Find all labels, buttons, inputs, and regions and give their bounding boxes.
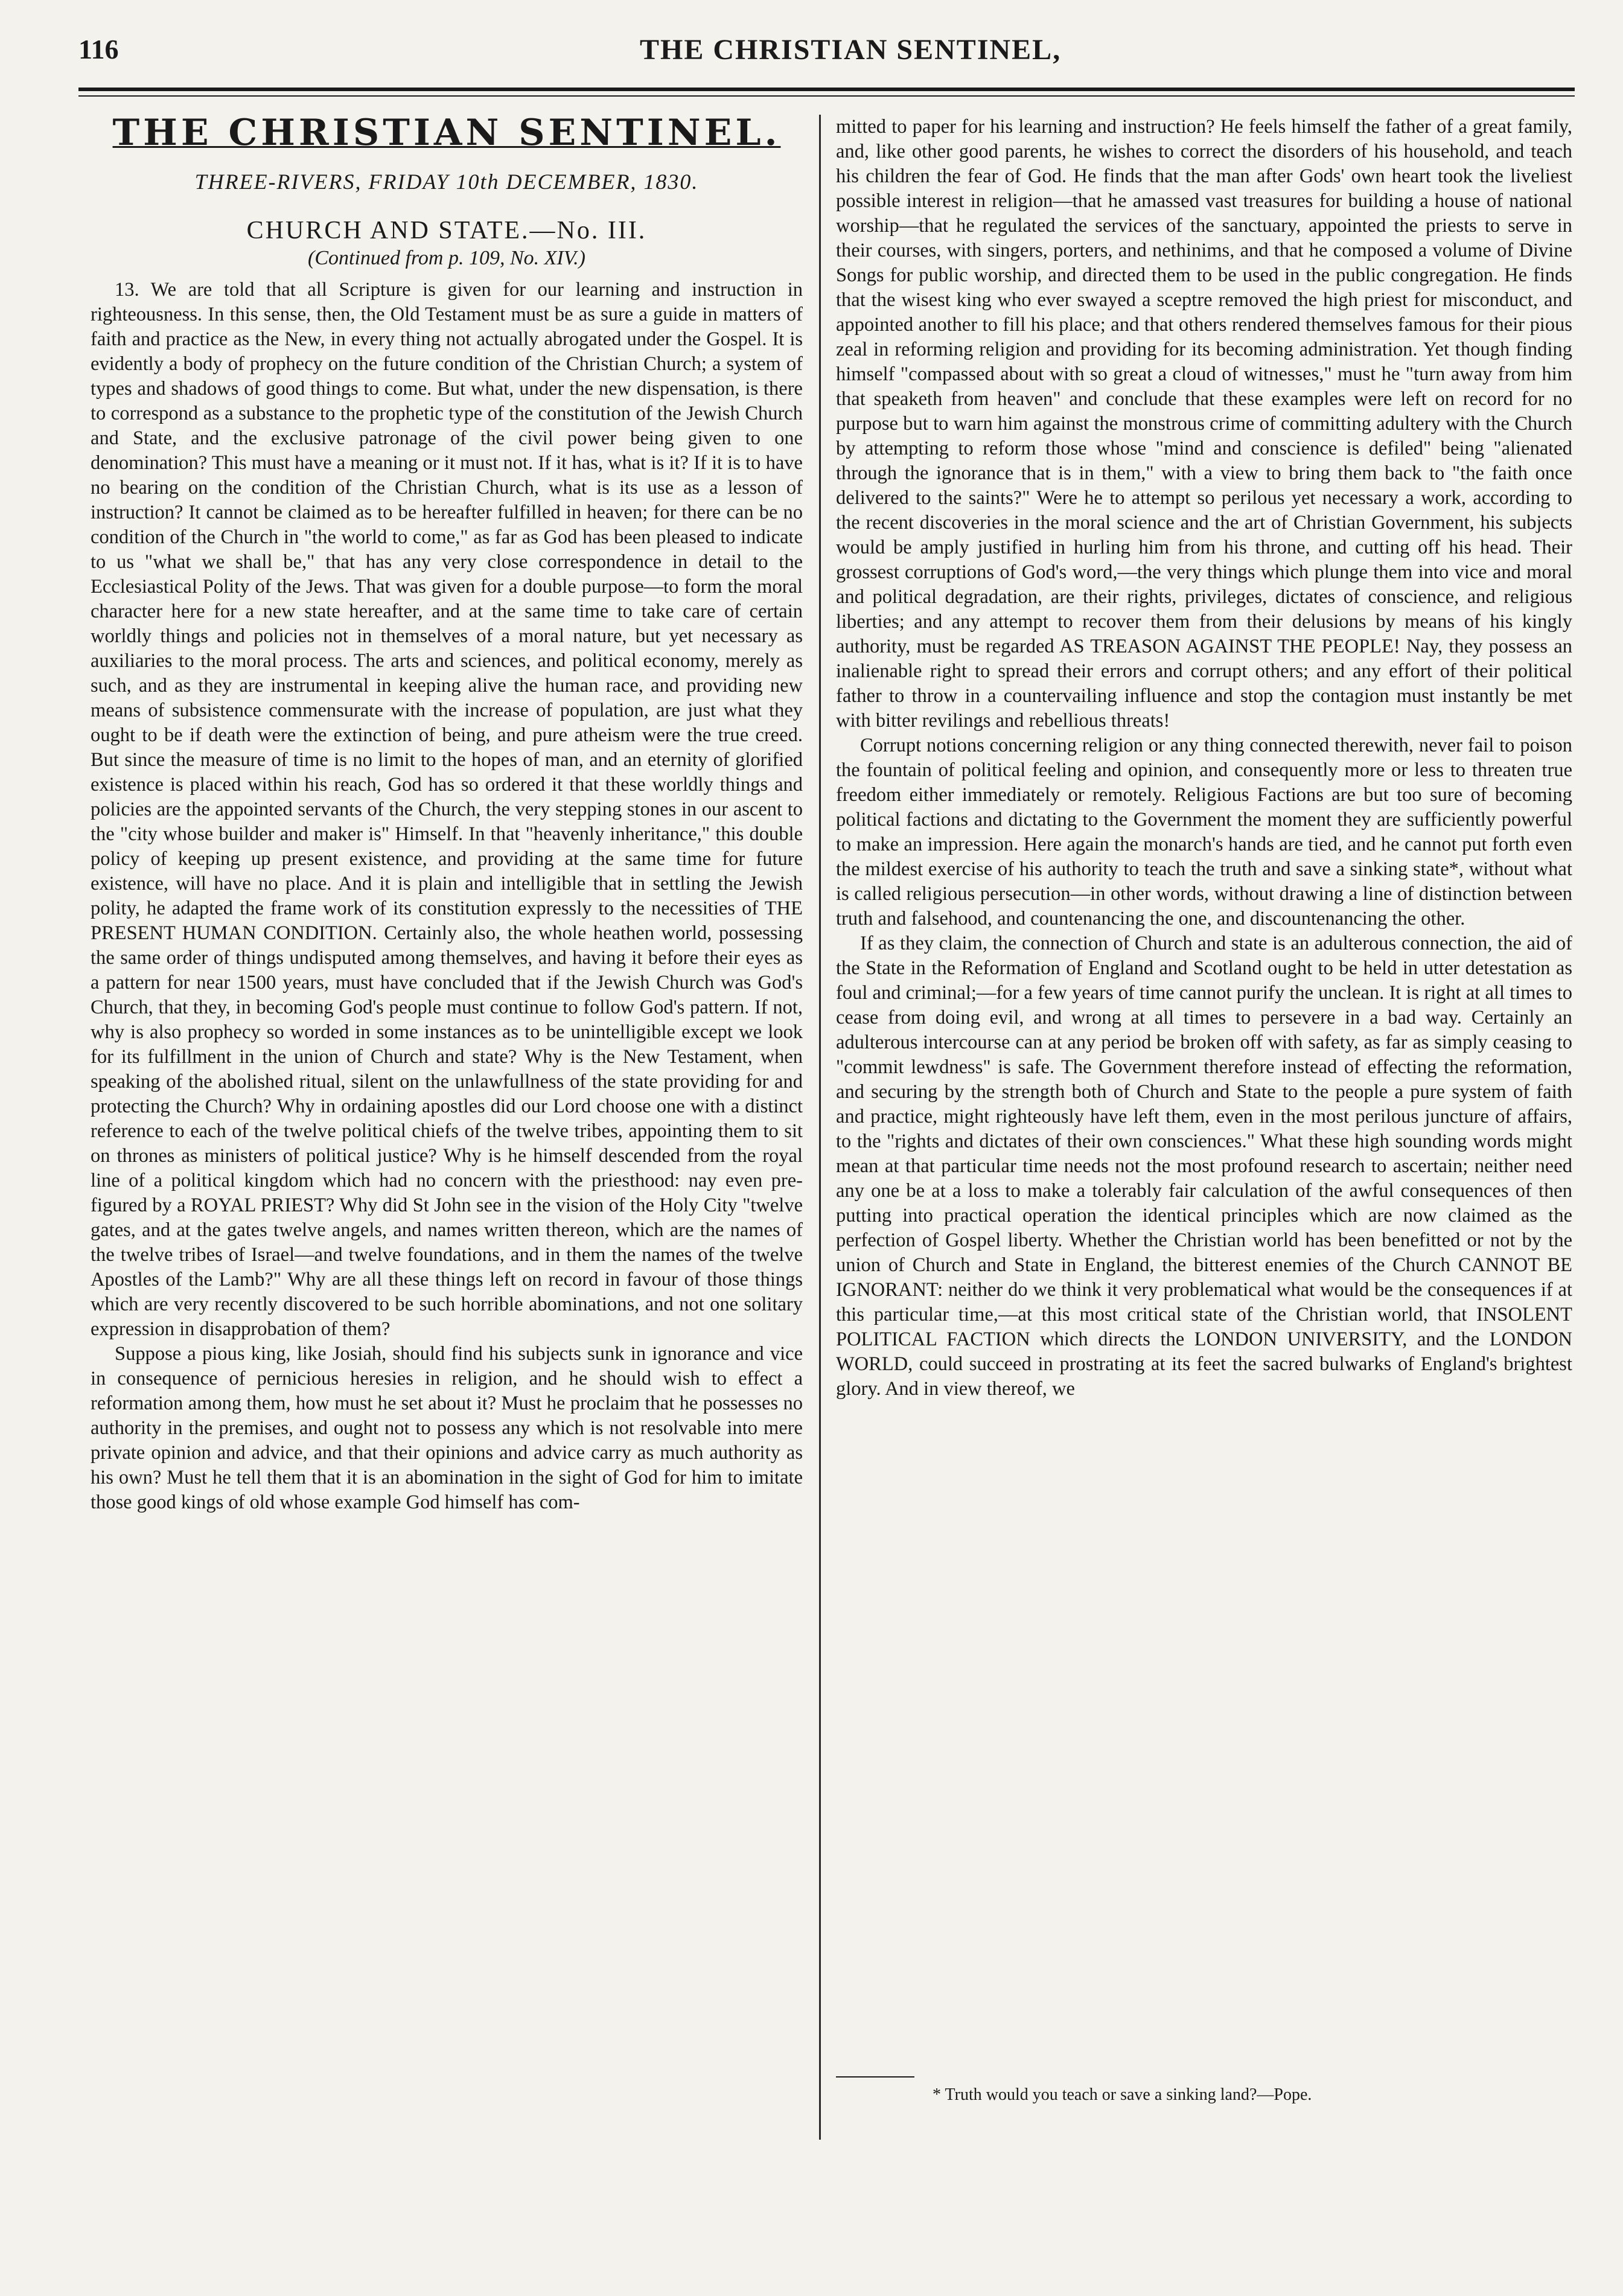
right-column	[836, 115, 1572, 1402]
right-paragraph-1: mitted to paper for his learning and instruction? He feels himself the father of a great family, and, like other good parents, he wishes to correct the disorders of his household, and teach his children the fear of God. He finds that the man after Gods' own heart took the liveliest possible interest in religion—that he amassed vast treasures for building a house of national worship—that he regulated the services of the sanctuary, appointed the priests to serve in their courses, with singers, porters, and nethinims, and that he composed a volume of Divine Songs for public worship, and directed them to be used in the public congregation. He finds that the wisest king who ever swayed a sceptre removed the high priest for misconduct, and appointed another to fill his place; and that others rendered themselves famous for their pious zeal in reforming religion and providing for its becoming administration. Yet though finding himself "compassed about with so great a cloud of witnesses," must he "turn away from him that speaketh from heaven" and conclude that these examples were left on record for no purpose but to warn him against the monstrous crime of committing adultery with the Church by attempting to reform those whose "mind and conscience is defiled" being "alienated through the ignorance that is in them," with a view to bring them back to "the faith once delivered to the saints?" Were he to attempt so perilous yet necessary a work, according to the recent discoveries in the moral science and the art of Christian Government, his subjects would be amply justified in hurling him from his throne, and cutting off his head. Their grossest corruptions of God's word,—the very things which plunge them into vice and moral and political degradation, are their rights, privileges, dictates of conscience, and religious liberties; and any attempt to recover them from their delusions by means of his kingly authority, must be regarded AS TREASON AGAINST THE PEOPLE! Nay, they possess an inalienable right to spread their errors and corrupt others; and any effort of their political father to throw in a countervailing influence and stop the contagion must instantly be met with bitter revilings and rebellious threats!	[836, 116, 1572, 732]
left-paragraph-2: Suppose a pious king, like Josiah, should find his subjects sunk in ignorance and vice in consequence of pernicious heresies in religion, and he should wish to effect a reformation among them, how must he set about it? Must he proclaim that he possesses no authority in the premises, and ought not to possess any which is not resolvable into mere private opinion and advice, and that their opinions and advice carry as much authority as his own? Must he tell them that it is an abomination in the sight of God for him to imitate those good kings of old whose example God himself has com-	[91, 1343, 803, 1513]
right-paragraph-3: If as they claim, the connection of Church and state is an adulterous connection, the aid of the State in the Reformation of England and Scotland ought to be held in utter detestation as foul and criminal;—for a few years of time cannot purify the unclean. It is right at all times to cease from doing evil, and wrong at all times to persevere in a bad way. Certainly an adulterous intercourse can at any period be broken off with safety, as far as simply ceasing to "commit lewdness" is safe. The Government therefore instead of effecting the reformation, and securing by the strength both of Church and State to the people a pure system of faith and practice, might righteously have left them, even in the most perilous juncture of affairs, to the "rights and dictates of their own consciences." What these high sounding words might mean at that particular time needs not the most profound research to ascertain; neither need any one be at a loss to make a tolerably fair calculation of the awful consequences of then putting into practical operation the identical principles which are now claimed as the perfection of Gospel liberty. Whether the Christian world has been benefitted or not by the union of Church and State in England, the bitterest enemies of the Church CANNOT BE IGNORANT: neither do we think it very problematical what would be the consequences if at this particular time,—at this most critical state of the Christian world, that INSOLENT POLITICAL FACTION which directs the LONDON UNIVERSITY, and the LONDON WORLD, could succeed in prostrating at its feet the sacred bulwarks of England's brightest glory. And in view thereof, we	[836, 933, 1572, 1400]
header-rule-thin	[78, 95, 1575, 97]
footnote-rule	[836, 2076, 914, 2078]
dateline: THREE-RIVERS, FRIDAY 10th DECEMBER, 1830.	[194, 170, 699, 194]
column-divider	[819, 115, 821, 2140]
article-title: CHURCH AND STATE.—No. III.	[246, 217, 647, 244]
left-paragraph-1: 13. We are told that all Scripture is given for our learning and instruction in righteousness. In this sense, then, the Old Testament must be as sure a guide in matters of faith and practice as the New, in every thing not actually abrogated under the Gospel. It is evidently a body of prophecy on the future condition of the Christian Church; a system of types and shadows of good things to come. But what, under the new dispensation, is there to correspond as a substance to the prophetic type of the constitution of the Jewish Church and State, and the exclusive patronage of the civil power being given to one denomination? This must have a meaning or it must not. If it has, what is it? If it is to have no bearing on the condition of the Christian Church, what is its use as a lesson of instruction? It cannot be claimed as to be hereafter fulfilled in heaven; for there can be no condition of the Church in "the world to come," as far as God has been pleased to indicate to us "what we shall be," that has any very close correspondence in detail to the Ecclesiastical Polity of the Jews. That was given for a double purpose—to form the moral character here for a new state hereafter, and at the same time to take care of certain worldly things and policies not in themselves of a moral nature, but yet necessary as auxiliaries to the moral process. The arts and sciences, and political economy, merely as such, and as they are instrumental in keeping alive the human race, and providing new means of subsistence commensurate with the increase of population, are just what they ought to be if death were the extinction of being, and pure atheism were the true creed. But since the measure of time is no limit to the hopes of man, and an eternity of glorified existence is placed within his reach, God has so ordered it that these worldly things and policies are the appointed servants of the Church, the very stepping stones in our ascent to the "city whose builder and maker is" Himself. In that "heavenly inheritance," this double policy of keeping up present existence, and providing at the same time for future existence, will have no place. And it is plain and intelligible that in settling the Jewish polity, he adapted the frame work of its constitution expressly to the necessities of THE PRESENT HUMAN CONDITION. Certainly also, the whole heathen world, possessing the same order of things undisputed among themselves, and having it before their eyes as a pattern for near 1500 years, must have concluded that if the Jewish Church was God's Church, that they, in becoming God's people must continue to follow God's pattern. If not, why is also prophecy so worded in some instances as to be unintelligible except we look for its fulfillment in the union of Church and state? Why is the New Testament, when speaking of the abolished ritual, silent on the unlawfullness of the state providing for and protecting the Church? Why in ordaining apostles did our Lord choose one with a distinct reference to each of the twelve political chiefs of the twelve tribes, appointing them to sit on thrones as ministers of political justice? Why is he himself descended from the royal line of a political kingdom which had no concern with the priesthood: nay even pre-figured by a ROYAL PRIEST? Why did St John see in the vision of the Holy City "twelve gates, and at the gates twelve angels, and names written thereon, which are the names of the twelve tribes of Israel—and twelve foundations, and in them the names of the twelve Apostles of the Lamb?" Why are all these things left on record in favour of those things which are very recently discovered to be such horrible abominations, and not one solitary expression in disapprobation of them?	[91, 279, 803, 1340]
header-rule-thick	[78, 88, 1575, 91]
running-head	[78, 33, 1563, 75]
running-title: THE CHRISTIAN SENTINEL,	[640, 34, 1062, 66]
footnote: * Truth would you teach or save a sinking land?—Pope.	[933, 2085, 1312, 2104]
masthead: THE CHRISTIAN SENTINEL.	[112, 112, 781, 154]
left-column	[91, 112, 803, 1515]
page-number: 116	[78, 34, 119, 65]
right-paragraph-2: Corrupt notions concerning religion or any thing connected therewith, never fail to poison the fountain of political feeling and opinion, and consequently more or less to threaten true freedom either immediately or remotely. Religious Factions are but too sure of becoming political factions and dictating to the Government the moment they are sufficiently powerful to make an impression. Here again the monarch's hands are tied, and he cannot put forth even the mildest exercise of his authority to teach the truth and save a sinking state*, without what is called religious persecution—in other words, without drawing a line of distinction between truth and falsehood, and countenancing the one, and discountenancing the other.	[836, 735, 1572, 930]
article-subtitle: (Continued from p. 109, No. XIV.)	[308, 247, 585, 269]
